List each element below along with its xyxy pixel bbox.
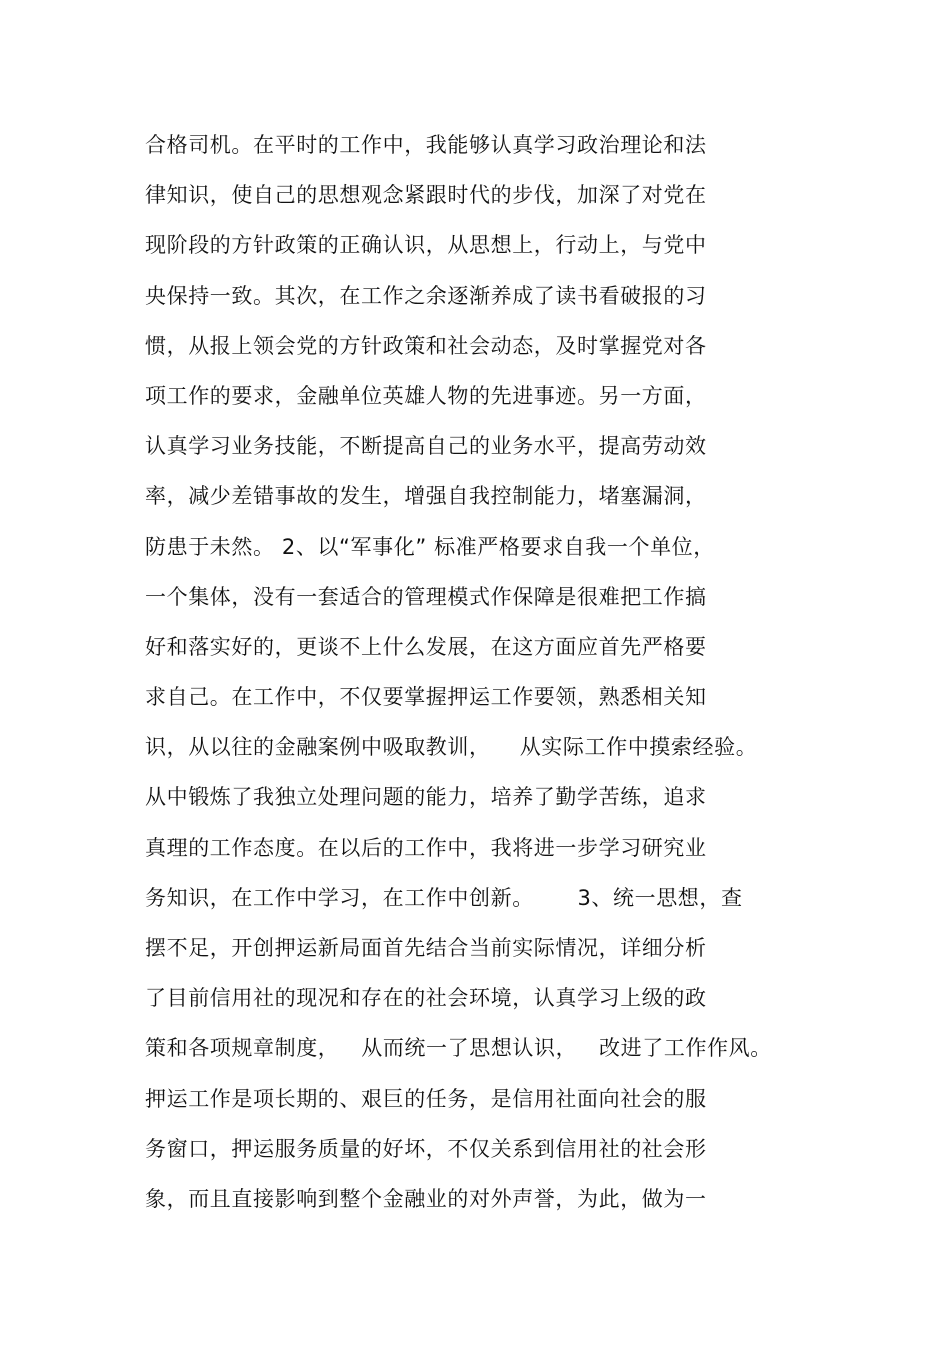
text-line: 律知识，使自己的思想观念紧跟时代的步伐，加深了对党在: [145, 183, 707, 208]
text-line: 真理的工作态度。在以后的工作中，我将进一步学习研究业: [145, 835, 707, 860]
text-line: 象，而且直接影响到整个金融业的对外声誉，为此，做为一: [145, 1186, 707, 1211]
text-line: 项工作的要求，金融单位英雄人物的先进事迹。另一方面，: [145, 383, 707, 408]
text-line: 押运工作是项长期的、艰巨的任务，是信用社面向社会的服: [145, 1086, 707, 1111]
text-line: 一个集体，没有一套适合的管理模式作保障是很难把工作搞: [145, 584, 707, 609]
text-line: 策和各项规章制度， 从而统一了思想认识， 改进了工作作风。: [145, 1036, 772, 1061]
text-line: 率，减少差错事故的发生，增强自我控制能力，堵塞漏洞，: [145, 484, 707, 509]
text-line: 合格司机。在平时的工作中，我能够认真学习政治理论和法: [145, 133, 707, 157]
text-line: 防患于未然。 2、以“军事化” 标准严格要求自我一个单位，: [145, 534, 715, 559]
text-line: 认真学习业务技能，不断提高自己的业务水平，提高劳动效: [145, 434, 707, 459]
text-line: 务知识，在工作中学习，在工作中创新。 3、统一思想，查: [145, 885, 743, 910]
text-line: 识，从以往的金融案例中吸取教训， 从实际工作中摸索经验。: [145, 735, 758, 760]
text-line: 务窗口，押运服务质量的好坏，不仅关系到信用社的社会形: [145, 1136, 707, 1161]
text-line: 现阶段的方针政策的正确认识，从思想上，行动上，与党中: [145, 233, 707, 258]
body-text: [145, 120, 805, 1224]
text-line: 好和落实好的，更谈不上什么发展，在这方面应首先严格要: [145, 634, 707, 659]
text-line: 摆不足，开创押运新局面首先结合当前实际情况，详细分析: [145, 936, 707, 960]
text-line: 了目前信用社的现况和存在的社会环境，认真学习上级的政: [145, 986, 707, 1011]
text-line: 从中锻炼了我独立处理问题的能力，培养了勤学苦练，追求: [145, 785, 707, 810]
text-line: 央保持一致。其次，在工作之余逐渐养成了读书看破报的习: [145, 283, 707, 308]
text-line: 求自己。在工作中，不仅要掌握押运工作要领，熟悉相关知: [145, 685, 707, 710]
text-line: 惯，从报上领会党的方针政策和社会动态，及时掌握党对各: [145, 333, 707, 358]
